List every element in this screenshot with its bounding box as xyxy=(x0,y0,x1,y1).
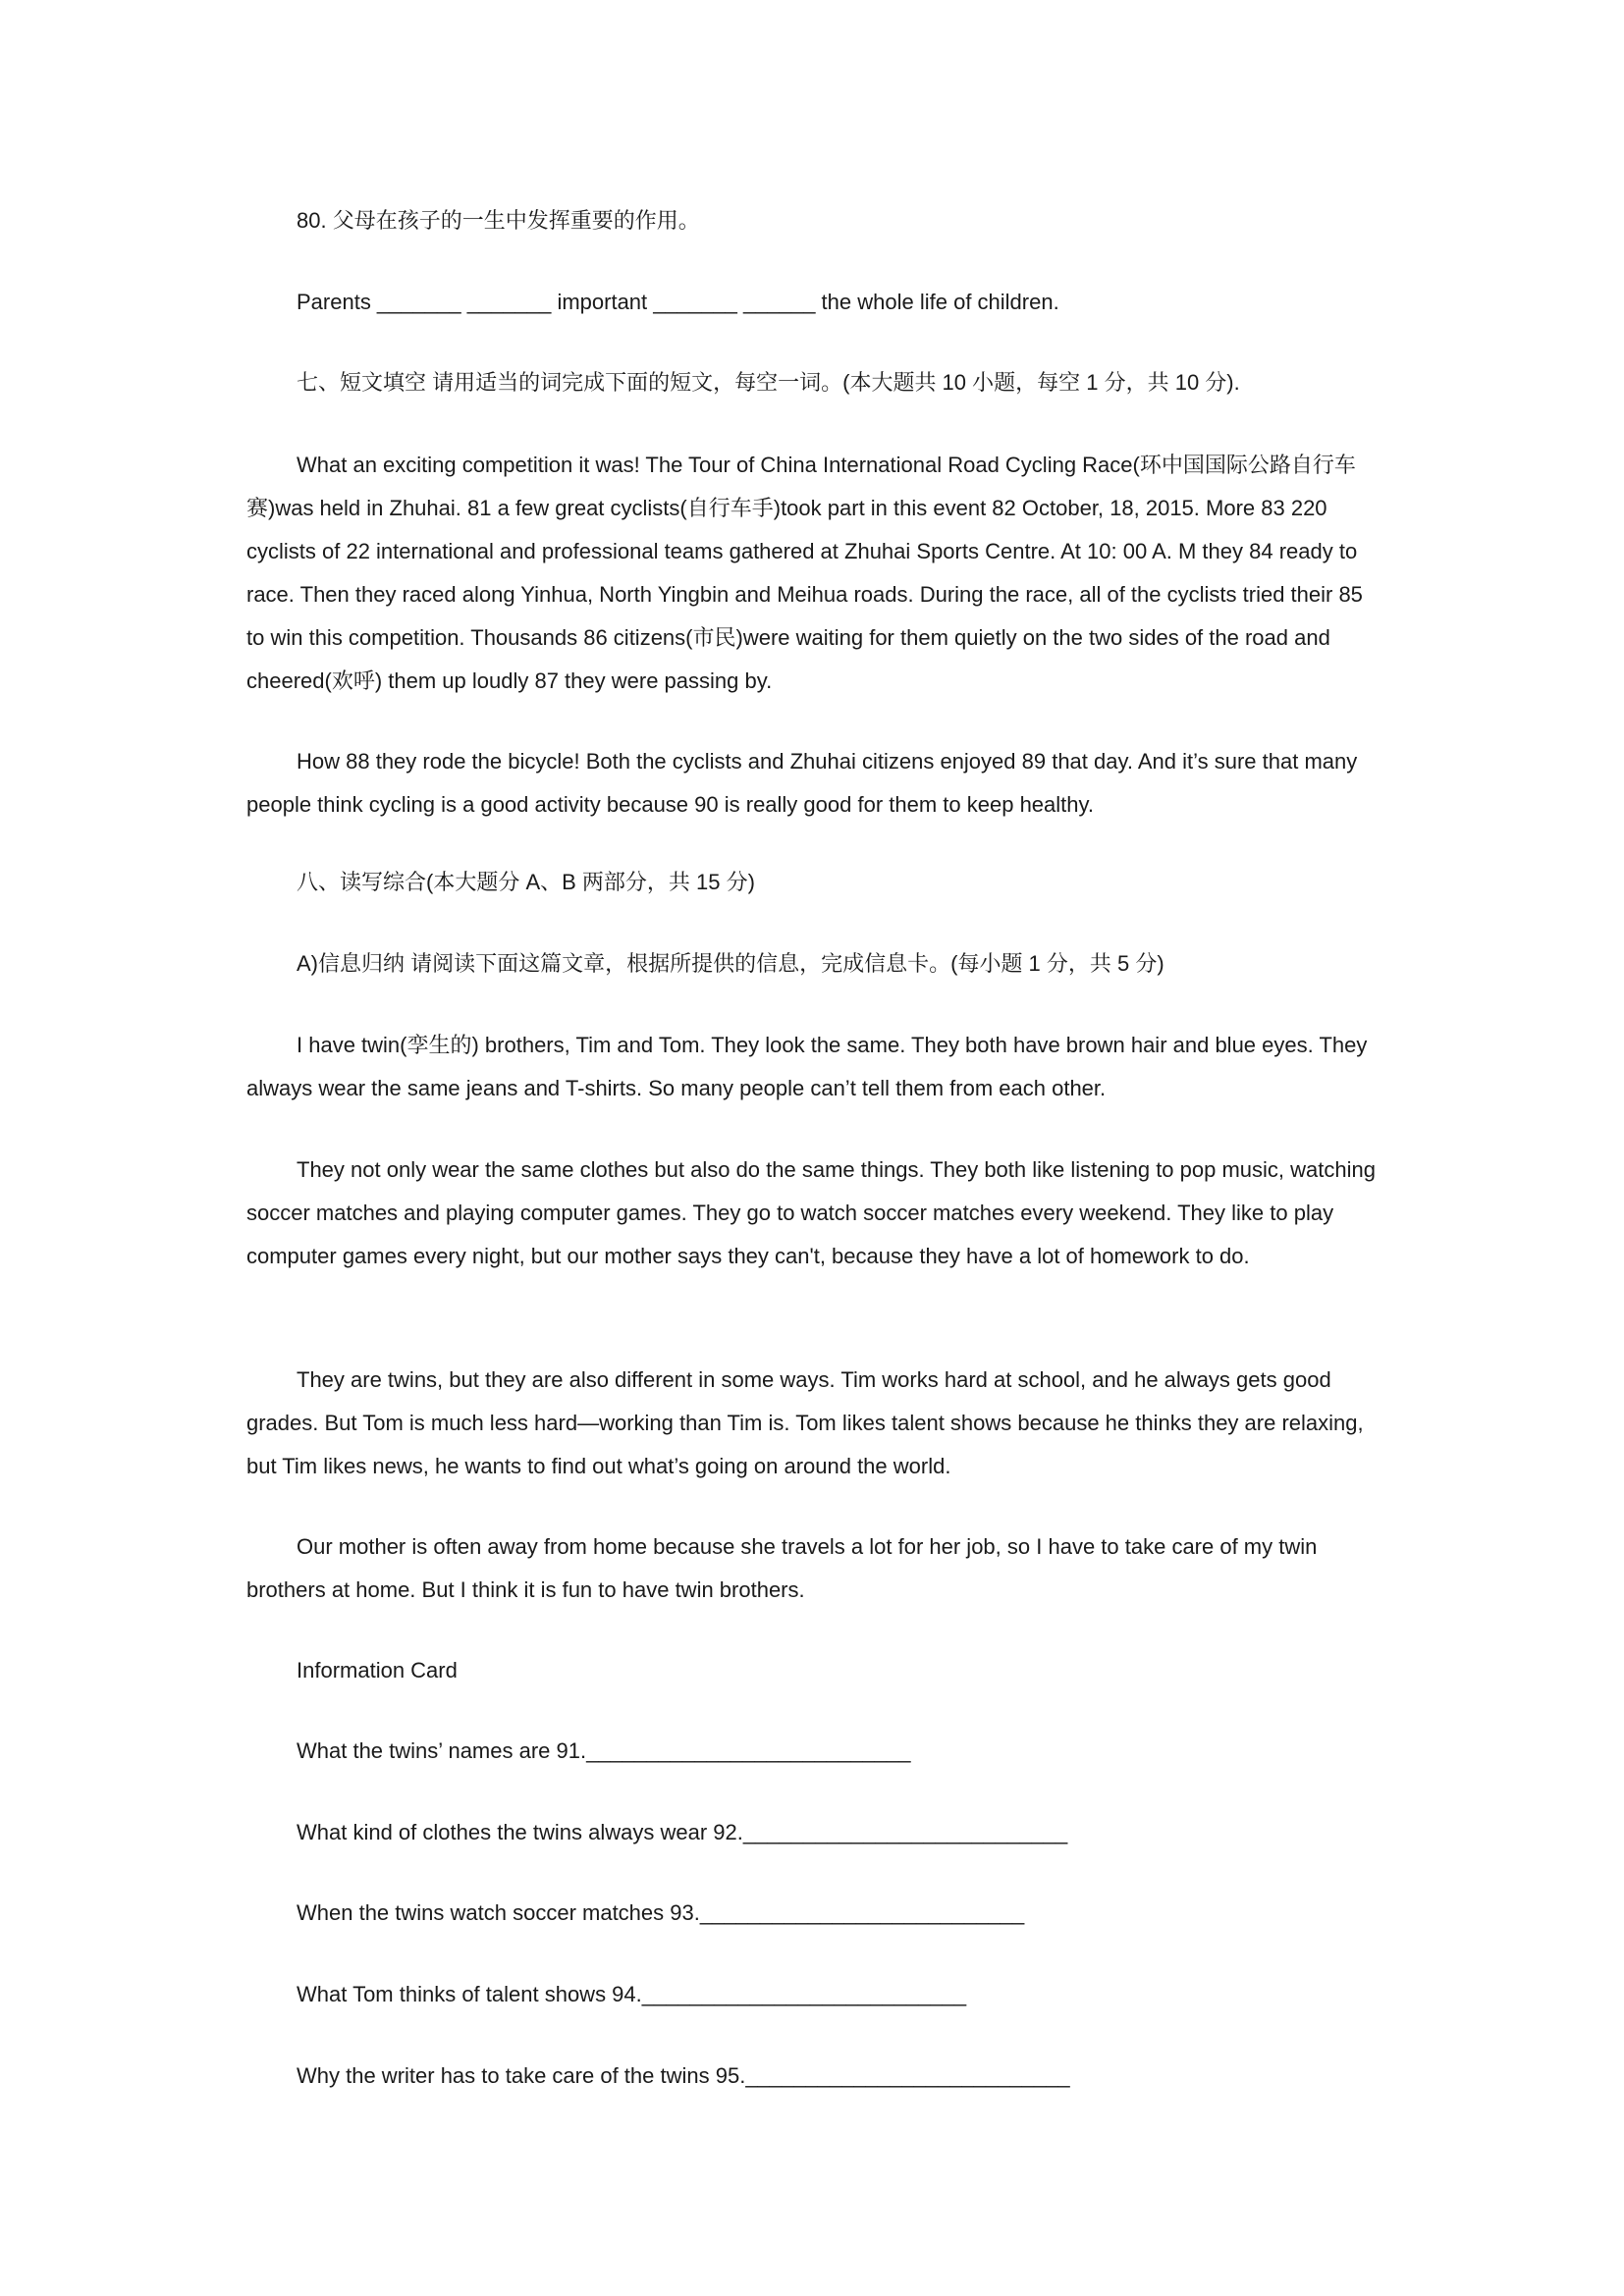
section7-heading: 七、短文填空 请用适当的词完成下面的短文，每空一词。(本大题共 10 小题，每空 1 分，共 10 分). xyxy=(297,370,1240,395)
card-item-92: What kind of clothes the twins always wear 92.___________________________ xyxy=(297,1820,1068,1844)
card-item-93: When the twins watch soccer matches 93.___________________________ xyxy=(297,1900,1025,1925)
q80-prompt: 80. 父母在孩子的一生中发挥重要的作用。 xyxy=(297,208,700,233)
section8-heading: 八、读写综合(本大题分 A、B 两部分，共 15 分) xyxy=(297,870,755,894)
section7-paragraph-2: How 88 they rode the bicycle! Both the cyclists and Zhuhai citizens enjoyed 89 that day. And it’s sure that many people think cycling is a good activity because 90 is really good for them to keep healthy. xyxy=(246,749,1358,817)
reading-paragraph-4: Our mother is often away from home because she travels a lot for her job, so I have to take care of my twin brothers at home. But I think it is fun to have twin brothers. xyxy=(246,1534,1318,1602)
card-item-94: What Tom thinks of talent shows 94.___________________________ xyxy=(297,1982,967,2006)
reading-paragraph-3: They are twins, but they are also different in some ways. Tim works hard at school, and he always gets good grades. But Tom is much less hard—working than Tim is. Tom likes talent shows because he thinks they are relaxing, but Tim likes news, he wants to find out what’s going on around the world. xyxy=(246,1367,1364,1478)
part-a-heading: A)信息归纳 请阅读下面这篇文章，根据所提供的信息，完成信息卡。(每小题 1 分，共 5 分) xyxy=(297,951,1164,976)
q80-sentence: Parents _______ _______ important _______ ______ the whole life of children. xyxy=(297,290,1059,314)
card-item-91: What the twins’ names are 91.___________________________ xyxy=(297,1738,911,1763)
card-item-95: Why the writer has to take care of the twins 95.___________________________ xyxy=(297,2063,1070,2088)
section7-paragraph-1: What an exciting competition it was! The Tour of China International Road Cycling Race(环中国国际公路自行车赛)was held in Zhuhai. 81 a few great cyclists(自行车手)took part in this event 82 October, 18, 2015. More 83 220 cyclists of 22 international and professional teams gathered at Zhuhai Sports Centre. At 10: 00 A. M they 84 ready to race. Then they raced along Yinhua, North Yingbin and Meihua roads. During the race, all of the cyclists tried their 85 to win this competition. Thousands 86 citizens(市民)were waiting for them quietly on the two sides of the road and cheered(欢呼) them up loudly 87 they were passing by. xyxy=(246,453,1363,693)
reading-paragraph-2: They not only wear the same clothes but also do the same things. They both like listening to pop music, watching soccer matches and playing computer games. They go to watch soccer matches every weekend. They like to play computer games every night, but our mother says they can't, because they have a lot of homework to do. xyxy=(246,1157,1376,1268)
reading-paragraph-1: I have twin(孪生的) brothers, Tim and Tom. They look the same. They both have brown hair and blue eyes. They always wear the same jeans and T-shirts. So many people can’t tell them from each other. xyxy=(246,1033,1368,1100)
information-card-title: Information Card xyxy=(297,1658,458,1682)
